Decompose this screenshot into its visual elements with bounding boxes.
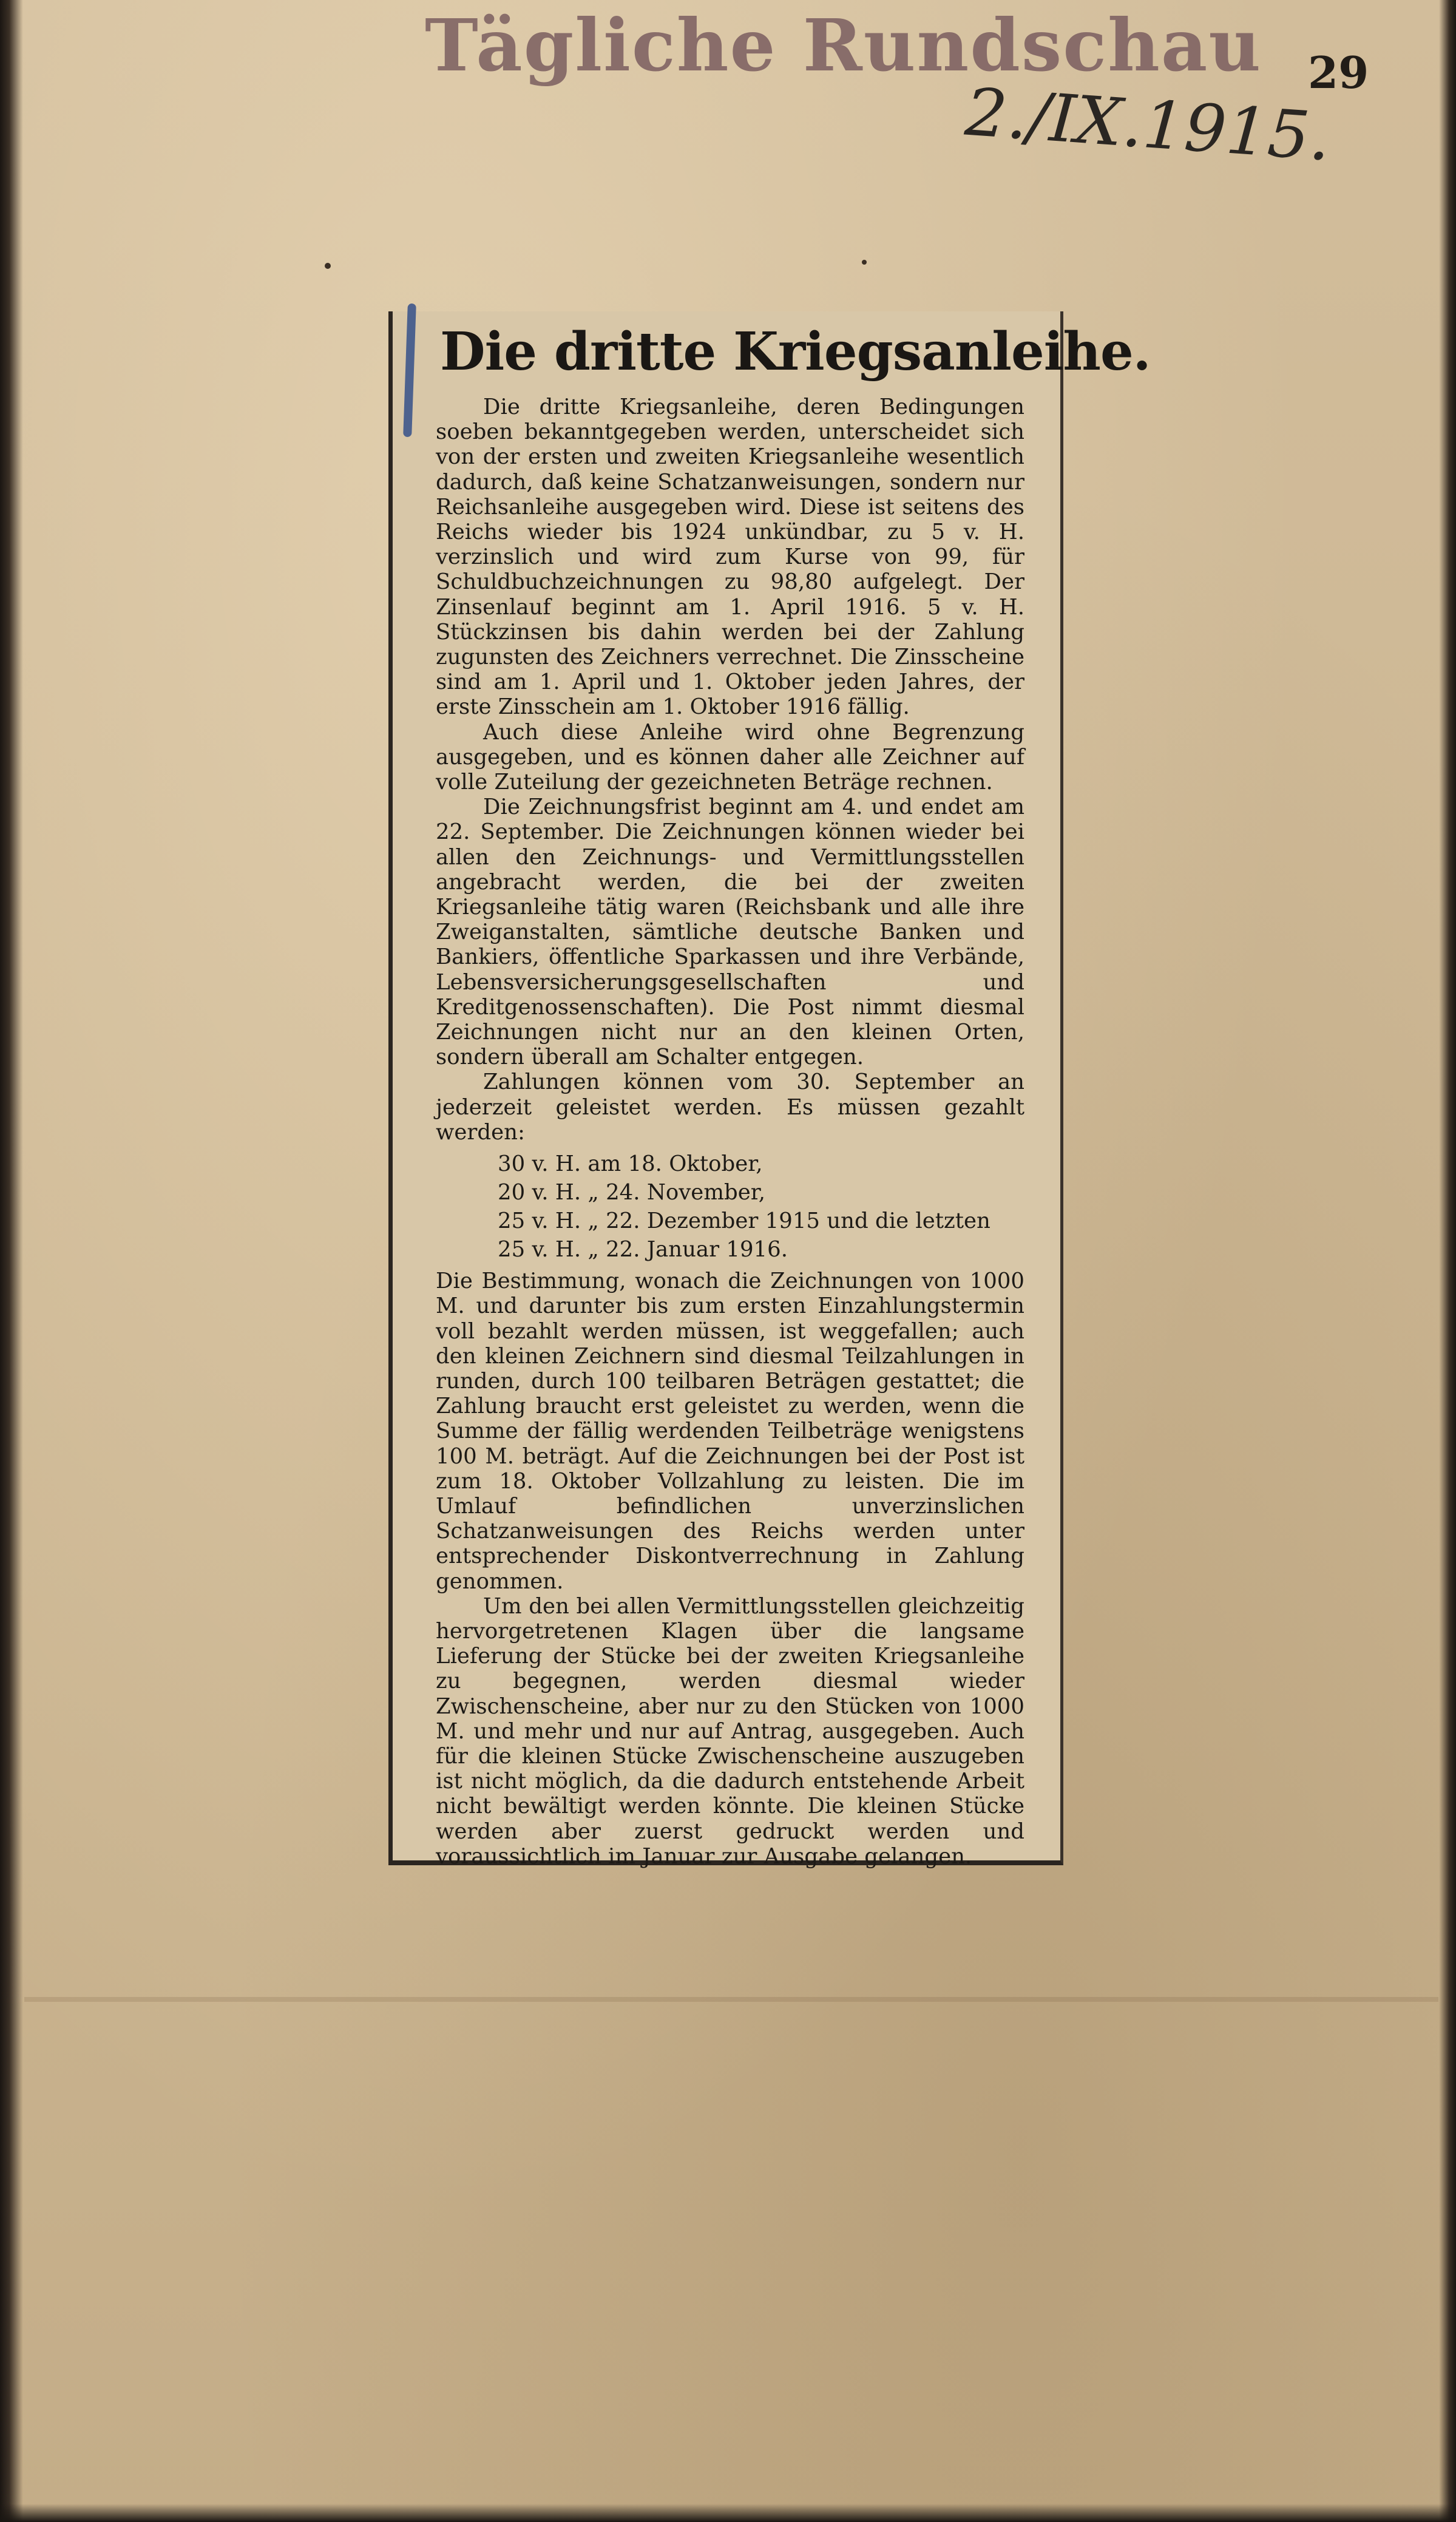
payment-item: 20 v. H. „ 24. November,	[498, 1180, 766, 1205]
ink-speck	[862, 260, 867, 265]
paper-fold	[24, 1997, 1438, 2002]
article-paragraph: Zahlungen können vom 30. September an jederzeit geleistet werden. Es müssen gezahlt werden:	[436, 1069, 1024, 1145]
scan-edge-left	[0, 0, 23, 2522]
payment-item: 30 v. H. am 18. Oktober,	[498, 1151, 763, 1177]
payment-item: 25 v. H. „ 22. Januar 1916.	[498, 1237, 788, 1263]
ink-speck	[325, 263, 331, 269]
article-paragraph: Die Zeichnungsfrist beginnt am 4. und endet am 22. September. Die Zeichnungen können wieder bei allen den Zeichnungs- und Vermittlungsstellen angebracht werden, die bei der zweiten Kriegsanleihe tätig waren (Reichsbank und alle ihre Zweiganstalten, sämtliche deutsche Banken und Bankiers, öffentliche Sparkassen und ihre Verbände, Lebensversicherungsgesellschaften und Kreditgenossenschaften). Die Post nimmt diesmal Zeichnungen nicht nur an den kleinen Orten, sondern überall am Schalter entgegen.	[436, 795, 1024, 1070]
article-paragraph: Um den bei allen Vermittlungsstellen gleichzeitig hervorgetretenen Klagen über die langsame Lieferung der Stücke bei der zweiten Kriegsanleihe zu begegnen, werden diesmal wieder Zwischenscheine, aber nur zu den Stücken von 1000 M. und mehr und nur auf Antrag, ausgegeben. Auch für die kleinen Stücke Zwischenscheine auszugeben ist nicht möglich, da die dadurch entstehende Arbeit nicht bewältigt werden könnte. Die kleinen Stücke werden aber zuerst gedruckt werden und voraussichtlich im Januar zur Ausgabe gelangen.	[436, 1593, 1024, 1869]
article-paragraph: Die Bestimmung, wonach die Zeichnungen von 1000 M. und darunter bis zum ersten Einzahlungstermin voll bezahlt werden müssen, ist weggefallen; auch den kleinen Zeichnern sind diesmal Teilzahlungen in runden, durch 100 teilbaren Beträgen gestattet; die Zahlung braucht erst geleistet zu werden, wenn die Summe der fällig werdenden Teilbeträge wenigstens 100 M. beträgt. Auf die Zeichnungen bei der Post ist zum 18. Oktober Vollzahlung zu leisten. Die im Umlauf befindlichen unverzinslichen Schatzanweisungen des Reichs werden unter entsprechender Diskontverrechnung in Zahlung genommen.	[436, 1269, 1024, 1594]
newspaper-stamp: Tägliche Rundschau	[425, 3, 1262, 87]
article-paragraph: Die dritte Kriegsanleihe, deren Bedingungen soeben bekanntgegeben werden, unterscheidet sich von der ersten und zweiten Kriegsanleihe wesentlich dadurch, daß keine Schatzanweisungen, sondern nur Reichsanleihe ausgegeben wird. Diese ist seitens des Reichs wieder bis 1924 unkündbar, zu 5 v. H. verzinslich und wird zum Kurse von 99, für Schuldbuchzeichnungen zu 98,80 aufgelegt. Der Zinsenlauf beginnt am 1. April 1916. 5 v. H. Stückzinsen bis dahin werden bei der Zahlung zugunsten des Zeichners verrechnet. Die Zinsscheine sind am 1. April und 1. Oktober jeden Jahres, der erste Zinsschein am 1. Oktober 1916 fällig.	[436, 395, 1024, 720]
article-title: Die dritte Kriegsanleihe.	[440, 321, 1151, 382]
payment-schedule	[498, 1150, 1024, 1264]
article-body	[436, 395, 1024, 1869]
payment-item: 25 v. H. „ 22. Dezember 1915 und die letzten	[498, 1208, 990, 1234]
scan-edge-right	[1439, 0, 1456, 2522]
scan-edge-bottom	[0, 2504, 1456, 2522]
article-paragraph: Auch diese Anleihe wird ohne Begrenzung ausgegeben, und es können daher alle Zeichner auf volle Zuteilung der gezeichneten Beträge rechnen.	[436, 719, 1024, 795]
handwritten-date: 2./IX.1915.	[963, 74, 1333, 176]
page-number: 29	[1308, 47, 1369, 98]
